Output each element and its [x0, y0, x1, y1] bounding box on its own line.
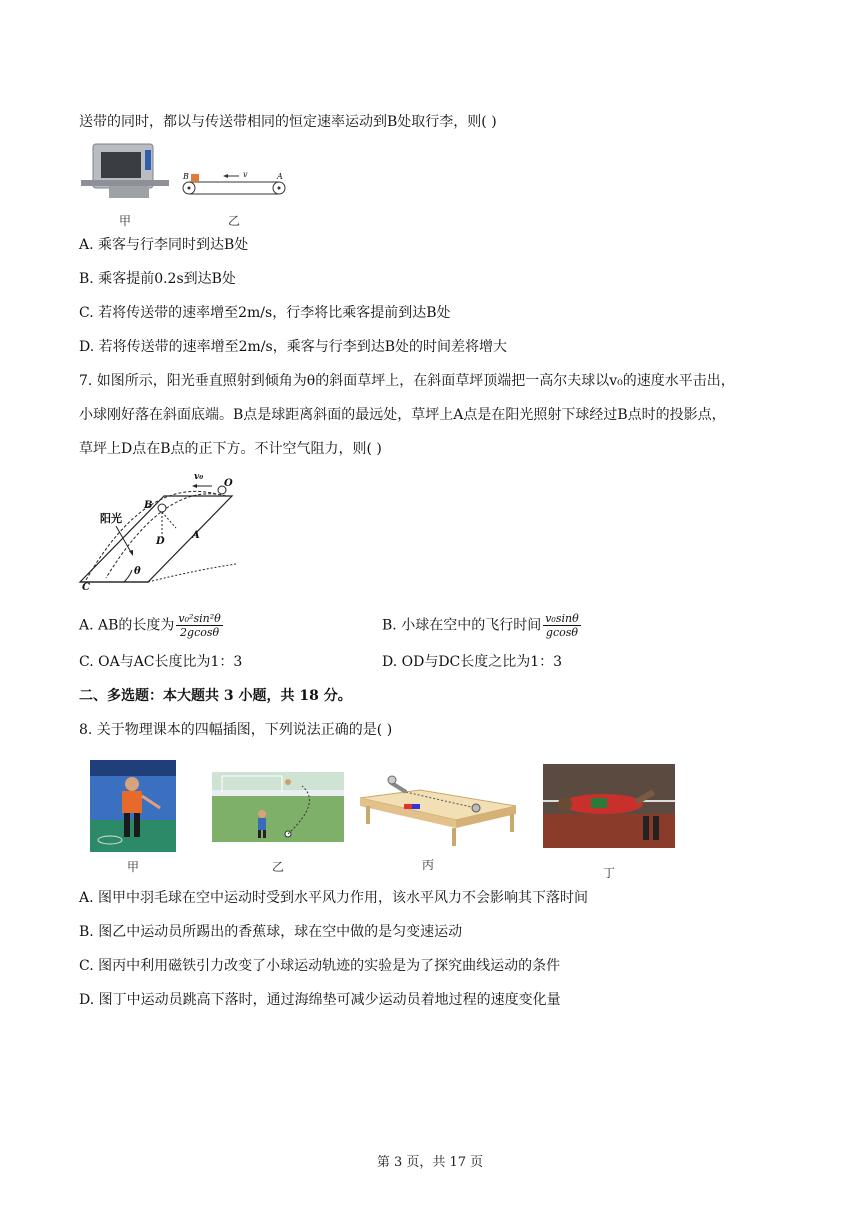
q6-figure-scanner	[79, 140, 171, 228]
q8-figure-magnet-table	[360, 768, 516, 872]
q7-label-b: B	[144, 500, 153, 511]
q7-option-a-fraction	[176, 612, 222, 639]
q7-label-c: C	[82, 582, 90, 593]
q8-caption-bing: 丙	[421, 858, 434, 872]
q7-option-b-numerator: v₀sinθ	[545, 612, 579, 625]
q6-label-b: B	[183, 172, 189, 181]
q8-figure-high-jump	[543, 764, 675, 880]
q8-option-d: D. 图丁中运动员跳高下落时，通过海绵垫可减少运动员着地过程的速度变化量	[79, 992, 561, 1008]
q8-figure-badminton	[90, 760, 176, 874]
q7-stem-line-1: 7. 如图所示，阳光垂直照射到倾角为θ的斜面草坪上，在斜面草坪顶端把一高尔夫球以v₀的速度水平击出，	[79, 373, 735, 389]
q6-label-v: v	[243, 170, 248, 179]
q6-option-a: A. 乘客与行李同时到达B处	[79, 237, 249, 253]
q7-option-a-denominator: 2gcosθ	[180, 626, 220, 639]
q7-label-v0: v₀	[194, 472, 204, 482]
section-heading: 二、多选题：本大题共 3 小题，共 18 分。	[79, 688, 352, 704]
q6-option-c: C. 若将传送带的速率增至2m/s，行李将比乘客提前到达B处	[79, 305, 451, 321]
q8-option-c: C. 图丙中利用磁铁引力改变了小球运动轨迹的实验是为了探究曲线运动的条件	[79, 958, 561, 974]
q7-option-b-denominator: gcosθ	[545, 626, 578, 639]
q8-figure-football	[212, 772, 344, 874]
q7-option-d: D. OD与DC长度之比为1：3	[382, 654, 563, 670]
q7-label-d: D	[156, 536, 165, 547]
q8-caption-yi: 乙	[271, 860, 284, 874]
q8-caption-ding: 丁	[602, 866, 615, 880]
q7-option-c: C. OA与AC长度比为1：3	[79, 654, 243, 670]
q7-label-a: A	[192, 530, 200, 541]
q7-option-b-text: B. 小球在空中的飞行时间	[382, 617, 542, 634]
q8-caption-jia: 甲	[126, 860, 139, 874]
q6-caption-yi: 乙	[227, 214, 240, 228]
q6-stem-tail: 送带的同时，都以与传送带相同的恒定速率运动到B处取行李，则( )	[79, 114, 497, 130]
q7-option-b	[382, 612, 583, 639]
q7-option-b-fraction	[543, 612, 581, 639]
q7-label-o: O	[224, 478, 233, 489]
q7-option-a	[79, 612, 225, 639]
q7-stem-line-2: 小球刚好落在斜面底端。B点是球距离斜面的最远处，草坪上A点是在阳光照射下球经过B点时的投影点，	[79, 407, 726, 423]
q8-stem: 8. 关于物理课本的四幅插图，下列说法正确的是( )	[79, 722, 393, 738]
q7-figure-slope	[76, 466, 242, 592]
q6-caption-jia: 甲	[118, 214, 131, 228]
q6-figure-conveyor	[181, 168, 287, 228]
q6-option-d: D. 若将传送带的速率增至2m/s，乘客与行李到达B处的时间差将增大	[79, 339, 507, 355]
q6-label-a: A	[277, 172, 283, 181]
page-number: 第 3 页，共 17 页	[376, 1155, 484, 1170]
q8-option-a: A. 图甲中羽毛球在空中运动时受到水平风力作用，该水平风力不会影响其下落时间	[79, 890, 589, 906]
q7-option-a-numerator: v₀²sin²θ	[178, 612, 221, 625]
q7-stem-line-3: 草坪上D点在B点的正下方。不计空气阻力，则( )	[79, 441, 382, 457]
q8-option-b: B. 图乙中运动员所踢出的香蕉球，球在空中做的是匀变速运动	[79, 924, 463, 940]
q7-label-theta: θ	[134, 566, 141, 577]
q7-label-sun: 阳光	[100, 512, 122, 525]
q6-option-b: B. 乘客提前0.2s到达B处	[79, 271, 236, 287]
q7-option-a-text: A. AB的长度为	[79, 617, 175, 634]
